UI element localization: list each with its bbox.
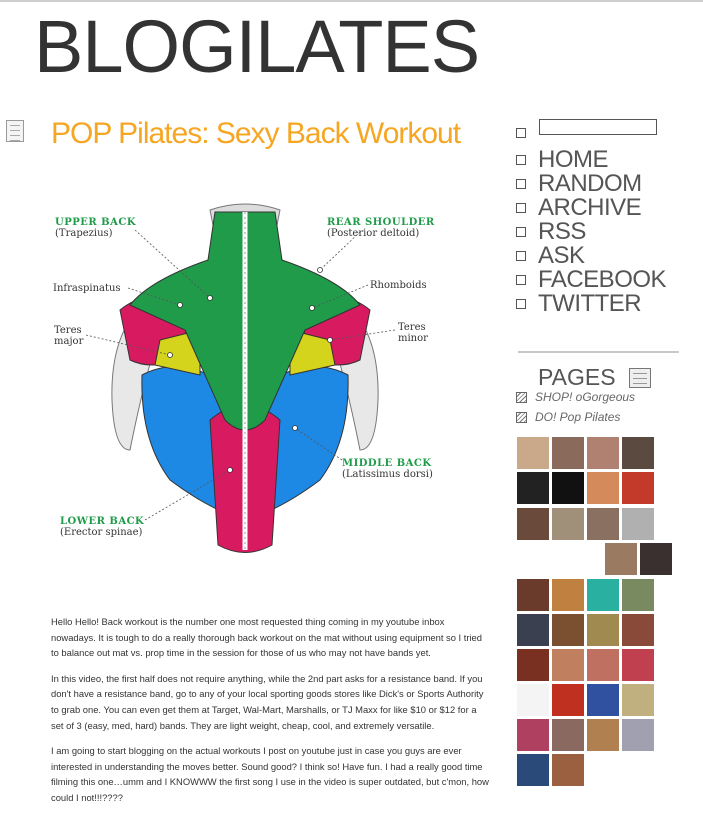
follower-avatar[interactable] — [517, 437, 549, 469]
follower-avatar[interactable] — [552, 508, 584, 540]
label-upper-back-sub: (Trapezius) — [55, 228, 113, 239]
back-muscles-illustration — [50, 190, 440, 565]
follower-avatar[interactable] — [587, 649, 619, 681]
label-middle-back-heading: MIDDLE BACK — [342, 458, 432, 469]
label-middle-back-sub: (Latissimus dorsi) — [342, 469, 433, 480]
search-checkbox-icon — [516, 128, 526, 138]
follower-avatar[interactable] — [587, 579, 619, 611]
label-teres-minor — [398, 322, 428, 344]
label-upper-back — [55, 217, 136, 239]
follower-avatar[interactable] — [552, 614, 584, 646]
follower-avatar[interactable] — [552, 649, 584, 681]
label-lower-back-heading: LOWER BACK — [60, 516, 145, 527]
follower-avatar[interactable] — [552, 472, 584, 504]
follower-avatar[interactable] — [552, 754, 584, 786]
follower-avatar[interactable] — [622, 579, 654, 611]
follower-avatar[interactable] — [517, 472, 549, 504]
follower-avatar[interactable] — [517, 649, 549, 681]
follower-avatar[interactable] — [552, 579, 584, 611]
follower-avatar[interactable] — [622, 508, 654, 540]
nav-bullet-icon — [516, 203, 526, 213]
follower-avatar[interactable] — [517, 754, 549, 786]
page-bullet-icon — [516, 392, 527, 403]
page-link-pop-pilates[interactable]: DO! Pop Pilates — [535, 410, 621, 424]
label-upper-back-heading: UPPER BACK — [55, 217, 137, 228]
follower-avatar[interactable] — [587, 472, 619, 504]
nav-bullet-icon — [516, 227, 526, 237]
document-icon — [6, 120, 24, 142]
nav-bullet-icon — [516, 179, 526, 189]
follower-avatar[interactable] — [622, 649, 654, 681]
nav-bullet-icon — [516, 299, 526, 309]
follower-avatar[interactable] — [622, 614, 654, 646]
follower-avatar[interactable] — [640, 543, 672, 575]
search-input[interactable] — [539, 119, 657, 135]
follower-avatar[interactable] — [622, 472, 654, 504]
follower-avatar[interactable] — [622, 684, 654, 716]
follower-avatar[interactable] — [517, 684, 549, 716]
follower-avatar[interactable] — [587, 437, 619, 469]
label-teres-major — [54, 325, 83, 347]
follower-avatar[interactable] — [587, 614, 619, 646]
follower-avatar[interactable] — [517, 508, 549, 540]
label-rear-shoulder — [327, 217, 435, 239]
nav-random[interactable]: RANDOM — [538, 170, 642, 197]
post-paragraph: I am going to start blogging on the actual workouts I post on youtube just in case you guys are ever interested in understanding the moves better. Sound good? I think so! Have fun. I had a really good time filming this one…umm and I KNOWWW the first song I use in the video is super outdated, but c'mon, how could I not!!!???? — [51, 745, 489, 803]
follower-avatar[interactable] — [517, 579, 549, 611]
nav-home[interactable]: HOME — [538, 146, 608, 173]
label-lower-back — [60, 516, 144, 538]
page-link-shop[interactable]: SHOP! oGorgeous — [535, 390, 636, 404]
pages-title: PAGES — [538, 364, 616, 390]
follower-avatar[interactable] — [587, 508, 619, 540]
label-infraspinatus: Infraspinatus — [53, 283, 121, 294]
follower-avatar[interactable] — [517, 719, 549, 751]
label-teres-major-l2: major — [54, 336, 84, 347]
nav-bullet-icon — [516, 155, 526, 165]
follower-avatar[interactable] — [605, 543, 637, 575]
follower-avatar[interactable] — [587, 684, 619, 716]
follower-avatar[interactable] — [587, 719, 619, 751]
follower-avatar[interactable] — [517, 614, 549, 646]
post-title[interactable]: POP Pilates: Sexy Back Workout — [51, 117, 461, 150]
site-title[interactable]: BLOGILATES — [34, 5, 480, 88]
follower-avatar[interactable] — [622, 719, 654, 751]
post-paragraph: In this video, the first half does not require anything, while the 2nd part asks for a resistance band. If you don't have a resistance band, go to any of your local sporting goods stores like Dick's or Sports Authority to grab one. You can even get them at Target, Wal-Mart, Marshalls, or TJ Maxx for like $10 or $12 for a set of 3 (easy, med, hard) bands. They are light weight, cheap, cool, and extremely versatile. — [51, 672, 484, 731]
label-teres-major-l1: Teres — [54, 325, 82, 336]
follower-avatar[interactable] — [622, 437, 654, 469]
nav-twitter[interactable]: TWITTER — [538, 290, 642, 317]
nav-rss[interactable]: RSS — [538, 218, 586, 245]
nav-ask[interactable]: ASK — [538, 242, 585, 269]
label-teres-minor-l1: Teres — [398, 322, 426, 333]
page-bullet-icon — [516, 412, 527, 423]
nav-bullet-icon — [516, 251, 526, 261]
label-rear-shoulder-sub: (Posterior deltoid) — [327, 228, 420, 239]
label-rear-shoulder-heading: REAR SHOULDER — [327, 217, 435, 228]
post-paragraph: Hello Hello! Back workout is the number one most requested thing coming in my youtube inbox nowadays. It is tough to do a really thorough back workout on the mat without using equipment so I tried to balance out mat vs. prop time in the session for those of us who may not have bands yet. — [51, 616, 482, 659]
nav-facebook[interactable]: FACEBOOK — [538, 266, 667, 293]
label-middle-back — [342, 458, 433, 480]
back-muscles-figure — [50, 190, 440, 565]
follower-avatar[interactable] — [552, 719, 584, 751]
nav-archive[interactable]: ARCHIVE — [538, 194, 642, 221]
nav-bullet-icon — [516, 275, 526, 285]
label-lower-back-sub: (Erector spinae) — [60, 527, 143, 538]
label-teres-minor-l2: minor — [398, 333, 428, 344]
follower-avatar[interactable] — [552, 684, 584, 716]
follower-avatar[interactable] — [552, 437, 584, 469]
notepad-icon — [629, 368, 651, 388]
label-rhomboids: Rhomboids — [370, 280, 427, 291]
sidebar-divider — [518, 351, 679, 353]
post-body — [51, 614, 491, 816]
